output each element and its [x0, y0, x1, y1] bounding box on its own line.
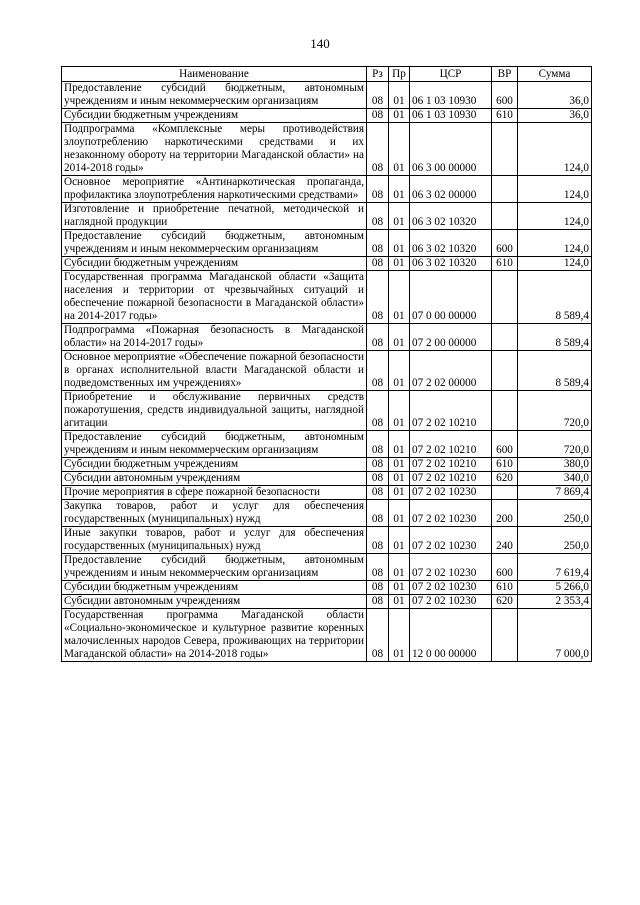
cell-sum: 124,0 [518, 176, 592, 203]
cell-name: Иные закупки товаров, работ и услуг для обеспечения государственных (муниципальных) нужд [62, 527, 367, 554]
cell-vr: 600 [492, 554, 518, 581]
cell-pr: 01 [389, 324, 410, 351]
cell-rz: 08 [367, 123, 389, 176]
cell-sum: 124,0 [518, 203, 592, 230]
cell-vr: 200 [492, 500, 518, 527]
cell-rz: 08 [367, 82, 389, 109]
cell-name: Субсидии бюджетным учреждениям [62, 257, 367, 271]
cell-rz: 08 [367, 230, 389, 257]
cell-csr: 06 1 03 10930 [410, 109, 492, 123]
cell-rz: 08 [367, 500, 389, 527]
cell-csr: 06 3 02 00000 [410, 176, 492, 203]
table-row [62, 176, 592, 203]
table-row [62, 500, 592, 527]
cell-vr: 620 [492, 472, 518, 486]
cell-csr: 07 2 02 10230 [410, 554, 492, 581]
cell-sum: 124,0 [518, 230, 592, 257]
cell-pr: 01 [389, 203, 410, 230]
cell-vr: 240 [492, 527, 518, 554]
header-sum: Сумма [518, 67, 592, 82]
cell-vr: 610 [492, 257, 518, 271]
cell-name: Субсидии автономным учреждениям [62, 472, 367, 486]
cell-csr: 07 0 00 00000 [410, 271, 492, 324]
cell-name: Изготовление и приобретение печатной, методической и наглядной продукции [62, 203, 367, 230]
cell-name: Закупка товаров, работ и услуг для обеспечения государственных (муниципальных) нужд [62, 500, 367, 527]
cell-pr: 01 [389, 458, 410, 472]
header-csr: ЦСР [410, 67, 492, 82]
cell-vr: 610 [492, 458, 518, 472]
cell-name: Предоставление субсидий бюджетным, автономным учреждениям и иным некоммерческим организациям [62, 82, 367, 109]
table-row [62, 230, 592, 257]
cell-rz: 08 [367, 109, 389, 123]
table-row [62, 109, 592, 123]
cell-pr: 01 [389, 472, 410, 486]
cell-csr: 07 2 00 00000 [410, 324, 492, 351]
cell-csr: 07 2 02 10230 [410, 595, 492, 609]
table-row [62, 595, 592, 609]
cell-vr [492, 324, 518, 351]
table-row [62, 527, 592, 554]
cell-csr: 06 3 02 10320 [410, 257, 492, 271]
cell-rz: 08 [367, 271, 389, 324]
cell-csr: 06 3 00 00000 [410, 123, 492, 176]
cell-pr: 01 [389, 500, 410, 527]
cell-csr: 12 0 00 00000 [410, 609, 492, 662]
table-row [62, 472, 592, 486]
cell-rz: 08 [367, 203, 389, 230]
cell-rz: 08 [367, 391, 389, 431]
cell-rz: 08 [367, 458, 389, 472]
cell-sum: 8 589,4 [518, 271, 592, 324]
header-name: Наименование [62, 67, 367, 82]
table-row [62, 324, 592, 351]
cell-pr: 01 [389, 527, 410, 554]
cell-vr: 610 [492, 109, 518, 123]
cell-csr: 07 2 02 10230 [410, 527, 492, 554]
cell-rz: 08 [367, 554, 389, 581]
cell-sum: 36,0 [518, 109, 592, 123]
cell-pr: 01 [389, 230, 410, 257]
table-row [62, 458, 592, 472]
cell-rz: 08 [367, 324, 389, 351]
cell-vr [492, 609, 518, 662]
cell-name: Предоставление субсидий бюджетным, автономным учреждениям и иным некоммерческим организациям [62, 554, 367, 581]
cell-name: Предоставление субсидий бюджетным, автономным учреждениям и иным некоммерческим организациям [62, 230, 367, 257]
cell-pr: 01 [389, 109, 410, 123]
cell-sum: 7 000,0 [518, 609, 592, 662]
cell-rz: 08 [367, 351, 389, 391]
cell-sum: 2 353,4 [518, 595, 592, 609]
cell-sum: 340,0 [518, 472, 592, 486]
header-rz: Рз [367, 67, 389, 82]
cell-csr: 07 2 02 10210 [410, 431, 492, 458]
cell-rz: 08 [367, 581, 389, 595]
table-row [62, 554, 592, 581]
cell-sum: 250,0 [518, 527, 592, 554]
cell-vr [492, 391, 518, 431]
cell-rz: 08 [367, 431, 389, 458]
cell-rz: 08 [367, 595, 389, 609]
cell-csr: 07 2 02 10230 [410, 500, 492, 527]
cell-vr [492, 123, 518, 176]
cell-name: Подпрограмма «Комплексные меры противодействия злоупотреблению наркотическими средствами и их незаконному обороту на территории Магаданской области» на 2014-2018 годы» [62, 123, 367, 176]
cell-csr: 07 2 02 10210 [410, 391, 492, 431]
cell-pr: 01 [389, 351, 410, 391]
cell-pr: 01 [389, 391, 410, 431]
table-body [62, 82, 592, 662]
cell-name: Основное мероприятие «Антинаркотическая пропаганда, профилактика злоупотребления наркотическими средствами» [62, 176, 367, 203]
cell-csr: 07 2 02 10210 [410, 458, 492, 472]
cell-csr: 06 1 03 10930 [410, 82, 492, 109]
cell-sum: 8 589,4 [518, 324, 592, 351]
cell-vr [492, 486, 518, 500]
cell-pr: 01 [389, 257, 410, 271]
cell-vr [492, 203, 518, 230]
header-row [62, 67, 592, 82]
cell-rz: 08 [367, 527, 389, 554]
cell-sum: 5 266,0 [518, 581, 592, 595]
table-row [62, 391, 592, 431]
cell-vr: 600 [492, 82, 518, 109]
cell-csr: 07 2 02 00000 [410, 351, 492, 391]
budget-table [61, 66, 592, 662]
cell-sum: 124,0 [518, 257, 592, 271]
table-row [62, 486, 592, 500]
page-number: 140 [310, 36, 330, 51]
cell-name: Субсидии автономным учреждениям [62, 595, 367, 609]
cell-pr: 01 [389, 595, 410, 609]
cell-pr: 01 [389, 554, 410, 581]
cell-sum: 720,0 [518, 431, 592, 458]
cell-csr: 07 2 02 10230 [410, 486, 492, 500]
cell-sum: 7 869,4 [518, 486, 592, 500]
cell-vr: 600 [492, 230, 518, 257]
cell-vr: 600 [492, 431, 518, 458]
cell-name: Приобретение и обслуживание первичных средств пожаротушения, средств индивидуальной защиты, наглядной агитации [62, 391, 367, 431]
cell-sum: 7 619,4 [518, 554, 592, 581]
cell-name: Основное мероприятие «Обеспечение пожарной безопасности в органах исполнительной власти Магаданской области и подведомственных им учреждениях» [62, 351, 367, 391]
cell-sum: 720,0 [518, 391, 592, 431]
table-row [62, 351, 592, 391]
cell-vr [492, 351, 518, 391]
cell-pr: 01 [389, 82, 410, 109]
cell-pr: 01 [389, 609, 410, 662]
table-row [62, 257, 592, 271]
cell-name: Подпрограмма «Пожарная безопасность в Магаданской области» на 2014-2017 годы» [62, 324, 367, 351]
cell-csr: 06 3 02 10320 [410, 230, 492, 257]
cell-pr: 01 [389, 176, 410, 203]
cell-vr: 610 [492, 581, 518, 595]
cell-csr: 07 2 02 10230 [410, 581, 492, 595]
cell-name: Субсидии бюджетным учреждениям [62, 109, 367, 123]
cell-pr: 01 [389, 581, 410, 595]
cell-pr: 01 [389, 431, 410, 458]
cell-name: Субсидии бюджетным учреждениям [62, 458, 367, 472]
cell-vr [492, 176, 518, 203]
cell-name: Прочие мероприятия в сфере пожарной безопасности [62, 486, 367, 500]
cell-rz: 08 [367, 609, 389, 662]
cell-sum: 8 589,4 [518, 351, 592, 391]
table-row [62, 123, 592, 176]
cell-csr: 06 3 02 10320 [410, 203, 492, 230]
cell-name: Предоставление субсидий бюджетным, автономным учреждениям и иным некоммерческим организациям [62, 431, 367, 458]
table-row [62, 431, 592, 458]
cell-sum: 380,0 [518, 458, 592, 472]
table-row [62, 203, 592, 230]
table-row [62, 82, 592, 109]
cell-pr: 01 [389, 486, 410, 500]
table-row [62, 271, 592, 324]
cell-name: Государственная программа Магаданской области «Социально-экономическое и культурное развитие коренных малочисленных народов Севера, проживающих на территории Магаданской области» на 2014-2018 годы» [62, 609, 367, 662]
cell-rz: 08 [367, 472, 389, 486]
header-pr: Пр [389, 67, 410, 82]
cell-pr: 01 [389, 271, 410, 324]
cell-vr [492, 271, 518, 324]
cell-csr: 07 2 02 10210 [410, 472, 492, 486]
cell-rz: 08 [367, 486, 389, 500]
header-vr: ВР [492, 67, 518, 82]
table-row [62, 581, 592, 595]
cell-pr: 01 [389, 123, 410, 176]
cell-rz: 08 [367, 257, 389, 271]
cell-name: Субсидии бюджетным учреждениям [62, 581, 367, 595]
cell-vr: 620 [492, 595, 518, 609]
cell-sum: 250,0 [518, 500, 592, 527]
cell-sum: 36,0 [518, 82, 592, 109]
cell-rz: 08 [367, 176, 389, 203]
table-row [62, 609, 592, 662]
cell-sum: 124,0 [518, 123, 592, 176]
cell-name: Государственная программа Магаданской области «Защита населения и территории от чрезвычайных ситуаций и обеспечение пожарной безопасности в Магаданской области» на 2014-2017 годы» [62, 271, 367, 324]
